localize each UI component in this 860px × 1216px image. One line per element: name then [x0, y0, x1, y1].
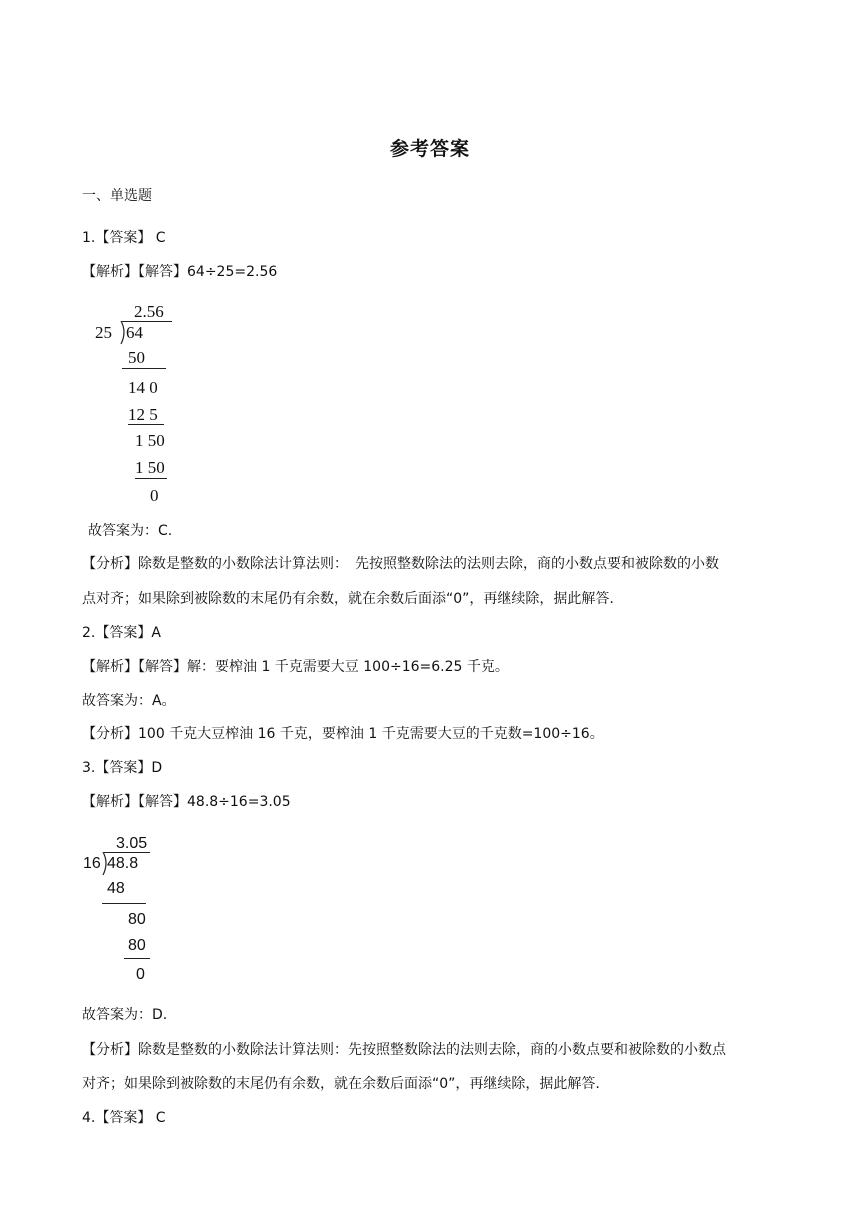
q1-step-line	[122, 368, 166, 369]
q1-conclusion: 故答案为：C.	[88, 523, 173, 539]
q2-note: 【分析】100 千克大豆榨油 16 千克，要榨油 1 千克需要大豆的千克数=100÷16。	[82, 726, 604, 742]
q3-long-division	[82, 832, 182, 992]
q1-step: 12 5	[128, 405, 158, 424]
q3-conclusion: 故答案为：D.	[82, 1007, 168, 1023]
q3-note-line-2: 对齐；如果除到被除数的末尾仍有余数，就在余数后面添“0”，再继续除，据此解答.	[82, 1076, 600, 1092]
q1-note-line-1: 【分析】除数是整数的小数除法计算法则： 先按照整数除法的法则去除，商的小数点要和被除数的小数	[82, 556, 719, 572]
q3-quotient: 3.05	[116, 835, 148, 852]
q3-divisor: 16	[83, 855, 101, 872]
q3-step: 48	[107, 880, 125, 897]
q4-answer: 4.【答案】 C	[82, 1110, 166, 1126]
q1-answer: 1.【答案】 C	[82, 230, 166, 246]
q1-divisor: 25	[95, 323, 112, 342]
q3-step-line	[124, 958, 150, 959]
q1-remainder: 0	[150, 486, 159, 505]
section-heading: 一、单选题	[82, 188, 152, 204]
q1-step: 50	[128, 348, 145, 367]
q2-conclusion: 故答案为：A。	[82, 693, 176, 709]
q1-step-line	[128, 424, 164, 425]
q1-analysis: 【解析】【解答】64÷25=2.56	[82, 264, 278, 280]
q1-step: 14 0	[128, 378, 158, 397]
q1-long-division	[90, 300, 190, 510]
q2-analysis: 【解析】【解答】解：要榨油 1 千克需要大豆 100÷16=6.25 千克。	[82, 659, 509, 675]
q3-vinculum	[104, 852, 150, 853]
q1-quotient: 2.56	[134, 302, 164, 321]
q3-step-line	[102, 903, 146, 904]
q1-step: 1 50	[135, 431, 165, 450]
q3-dividend: 48.8	[107, 855, 139, 872]
q1-step-line	[135, 478, 167, 479]
q1-step: 1 50	[135, 458, 165, 477]
q3-step: 80	[128, 911, 146, 928]
q3-analysis: 【解析】【解答】48.8÷16=3.05	[82, 794, 291, 810]
q3-remainder: 0	[136, 966, 145, 983]
q1-dividend: 64	[126, 323, 143, 342]
q3-answer: 3.【答案】D	[82, 760, 163, 776]
q3-note-line-1: 【分析】除数是整数的小数除法计算法则：先按照整数除法的法则去除，商的小数点要和被除数的小数点	[82, 1042, 726, 1058]
q1-vinculum	[122, 321, 172, 322]
q2-answer: 2.【答案】A	[82, 625, 161, 641]
page-title: 参考答案	[389, 138, 470, 160]
q3-step: 80	[128, 937, 146, 954]
q1-note-line-2: 点对齐；如果除到被除数的末尾仍有余数，就在余数后面添“0”，再继续除，据此解答.	[82, 591, 614, 607]
